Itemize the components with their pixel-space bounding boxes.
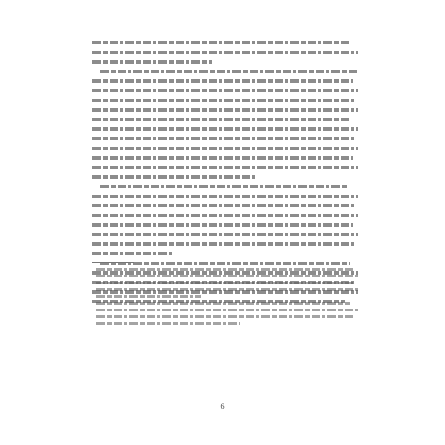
footnote-line — [96, 266, 358, 272]
text-line — [92, 105, 358, 114]
text-line — [92, 249, 358, 258]
page-number: 6 — [220, 402, 225, 411]
text-line — [92, 96, 358, 105]
text-line — [92, 76, 358, 85]
footnotes — [96, 266, 358, 327]
text-line — [92, 163, 358, 172]
text-line — [92, 124, 358, 133]
text-line — [92, 201, 358, 210]
footnote-line — [96, 286, 358, 292]
text-line — [92, 172, 358, 181]
footnote-line — [96, 300, 358, 306]
text-line — [92, 239, 358, 248]
text-line — [92, 220, 358, 229]
footnote-line — [96, 280, 358, 286]
footnote-rule — [92, 262, 134, 263]
text-line — [92, 182, 358, 191]
footnote-line — [96, 320, 358, 326]
text-line — [92, 67, 358, 76]
text-line — [92, 134, 358, 143]
footnote-line — [96, 273, 358, 279]
text-line — [92, 57, 358, 66]
text-line — [92, 211, 358, 220]
text-line — [92, 115, 358, 124]
footnote-line — [96, 313, 358, 319]
text-line — [92, 48, 358, 57]
text-line — [92, 144, 358, 153]
text-line — [92, 153, 358, 162]
text-line — [92, 230, 358, 239]
text-line — [92, 38, 358, 47]
footnote-line — [96, 293, 358, 299]
text-line — [92, 192, 358, 201]
text-line — [92, 86, 358, 95]
footnote-line — [96, 307, 358, 313]
